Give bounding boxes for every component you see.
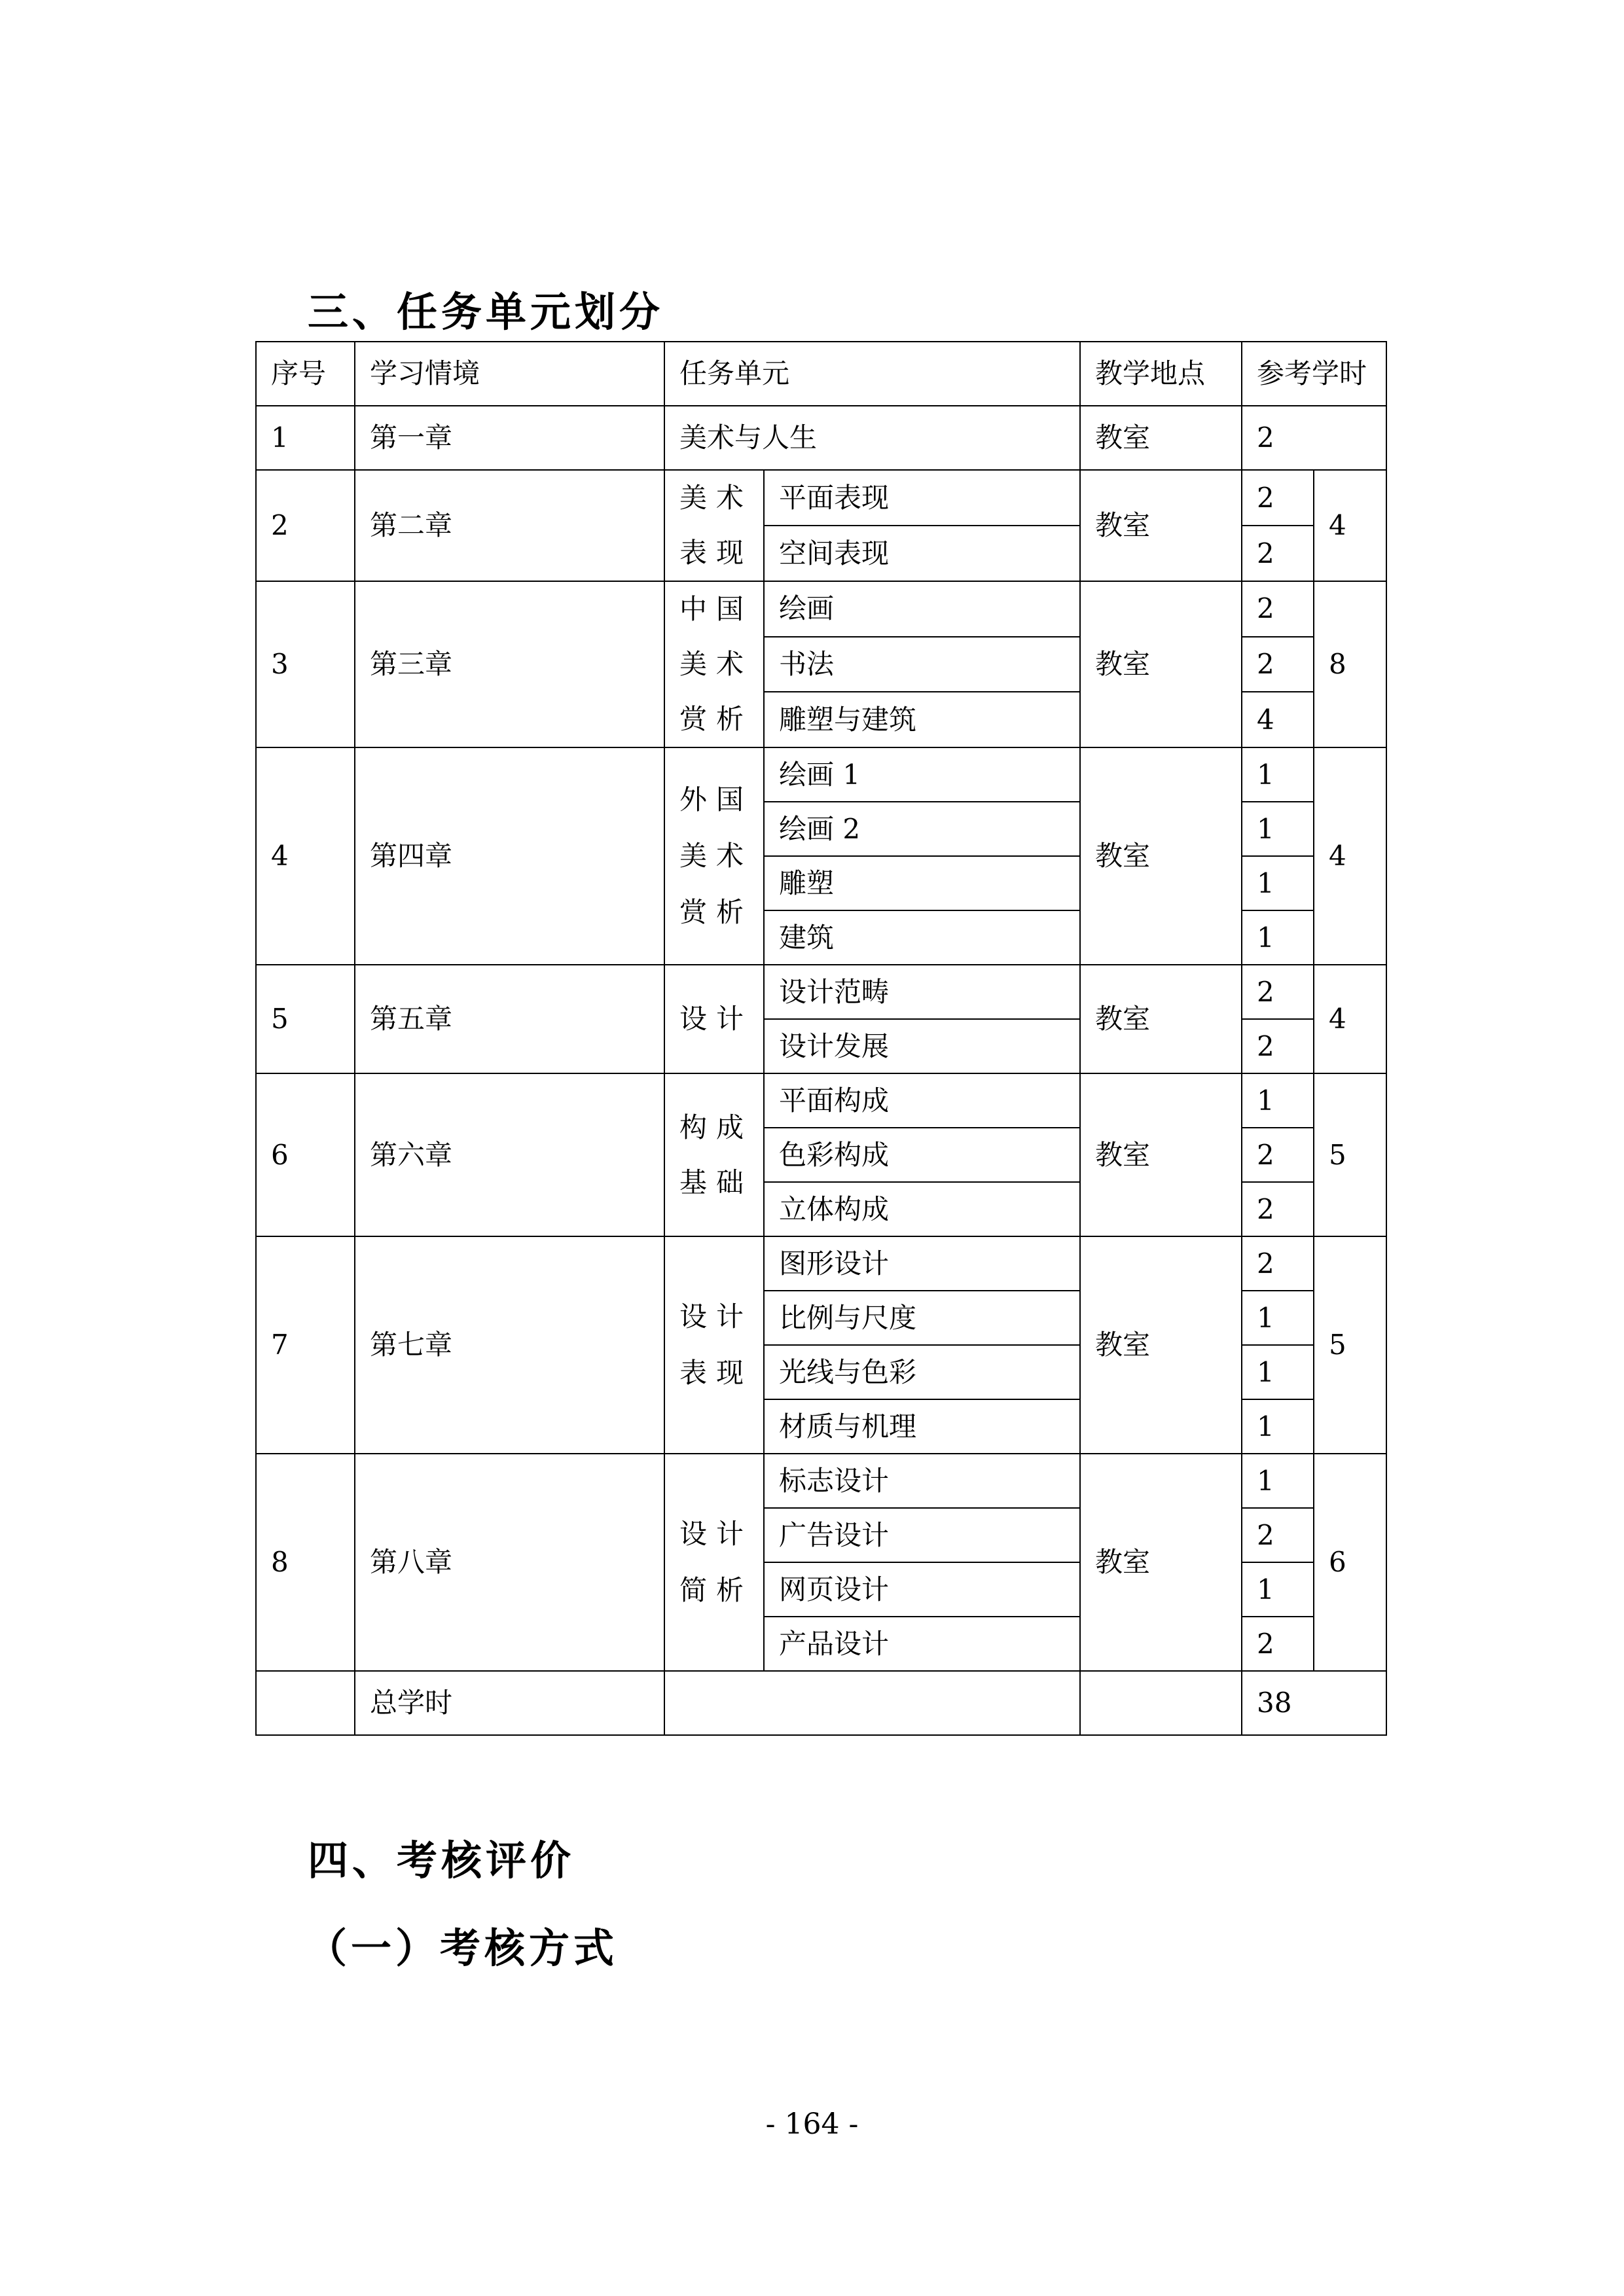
cell-unit: 雕塑与建筑: [764, 692, 1080, 747]
cell-no: 1: [256, 406, 355, 470]
unit-group-line: 简析: [679, 1574, 744, 1606]
cell-unit-group: [664, 470, 764, 581]
header-cell-task-unit: 任务单元: [664, 342, 1080, 406]
table-row: [256, 406, 1386, 470]
cell-no: 2: [256, 470, 355, 581]
table-row: [256, 1073, 1386, 1128]
table-row: [256, 747, 1386, 802]
cell-unit-group: [664, 581, 764, 747]
cell-hours: 2: [1242, 406, 1386, 470]
cell-unit-group: [664, 1073, 764, 1236]
table-row: [256, 581, 1386, 637]
cell-hours: 2: [1242, 1508, 1314, 1562]
cell-chapter: 第七章: [355, 1236, 664, 1454]
page-number: - 164 -: [765, 2108, 859, 2141]
cell-unit: 绘画 2: [764, 802, 1080, 856]
table-body: [256, 342, 1386, 1735]
cell-location: 教室: [1080, 1073, 1242, 1236]
cell-no: 5: [256, 965, 355, 1073]
cell-unit: 平面表现: [764, 470, 1080, 526]
unit-group-label: [679, 772, 744, 941]
unit-group-line: 中国: [679, 593, 744, 625]
cell-no: 8: [256, 1454, 355, 1671]
unit-group-line: 赏析: [679, 896, 744, 928]
cell-hours: 1: [1242, 856, 1314, 910]
cell-hours: 1: [1242, 910, 1314, 965]
unit-group-line: 设计: [679, 1518, 744, 1550]
cell-unit: 光线与色彩: [764, 1345, 1080, 1399]
unit-group-label: [679, 582, 744, 747]
cell-chapter-total: 4: [1314, 747, 1386, 965]
cell-unit: 设计范畴: [764, 965, 1080, 1019]
cell-unit: 空间表现: [764, 526, 1080, 581]
cell-empty: [256, 1671, 355, 1735]
cell-unit: 平面构成: [764, 1073, 1080, 1128]
cell-hours: 1: [1242, 1562, 1314, 1617]
unit-group-line: 构成: [679, 1111, 744, 1143]
cell-unit: 比例与尺度: [764, 1291, 1080, 1345]
cell-hours: 2: [1242, 581, 1314, 637]
cell-hours: 2: [1242, 965, 1314, 1019]
unit-group-line: 表现: [679, 1357, 744, 1389]
cell-hours: 1: [1242, 802, 1314, 856]
cell-hours: 2: [1242, 1019, 1314, 1073]
cell-unit: 书法: [764, 637, 1080, 692]
cell-hours: 2: [1242, 1128, 1314, 1182]
cell-chapter: 第四章: [355, 747, 664, 965]
cell-unit: 绘画 1: [764, 747, 1080, 802]
cell-total-hours: 38: [1242, 1671, 1386, 1735]
table-row: [256, 470, 1386, 526]
cell-unit: 设计发展: [764, 1019, 1080, 1073]
cell-unit-group: [664, 747, 764, 965]
cell-location: 教室: [1080, 581, 1242, 747]
cell-unit: 图形设计: [764, 1236, 1080, 1291]
cell-hours: 2: [1242, 1182, 1314, 1236]
cell-no: 3: [256, 581, 355, 747]
cell-unit: 标志设计: [764, 1454, 1080, 1508]
cell-chapter-total: 6: [1314, 1454, 1386, 1671]
cell-location: 教室: [1080, 1454, 1242, 1671]
cell-unit: 雕塑: [764, 856, 1080, 910]
section-heading-task-units: 三、任务单元划分: [308, 288, 664, 336]
cell-hours: 1: [1242, 1345, 1314, 1399]
cell-no: 4: [256, 747, 355, 965]
cell-chapter: 第二章: [355, 470, 664, 581]
header-cell-situation: 学习情境: [355, 342, 664, 406]
unit-group-line: 美术: [679, 648, 744, 680]
unit-group-label: [679, 992, 744, 1047]
unit-group-label: [679, 471, 744, 581]
cell-chapter-total: 8: [1314, 581, 1386, 747]
cell-empty: [1080, 1671, 1242, 1735]
cell-unit: 网页设计: [764, 1562, 1080, 1617]
table-row: [256, 1454, 1386, 1508]
unit-group-line: 表现: [679, 537, 744, 569]
cell-chapter: 第六章: [355, 1073, 664, 1236]
section-heading-assessment: 四、考核评价: [308, 1837, 575, 1884]
cell-hours: 1: [1242, 1073, 1314, 1128]
cell-chapter-total: 5: [1314, 1236, 1386, 1454]
cell-chapter-total: 4: [1314, 470, 1386, 581]
cell-no: 7: [256, 1236, 355, 1454]
cell-hours: 2: [1242, 637, 1314, 692]
unit-group-line: 赏析: [679, 703, 744, 735]
unit-group-label: [679, 1289, 744, 1401]
unit-group-line: 美术: [679, 482, 744, 514]
cell-no: 6: [256, 1073, 355, 1236]
cell-unit: 绘画: [764, 581, 1080, 637]
cell-unit: 色彩构成: [764, 1128, 1080, 1182]
cell-unit-group: [664, 1454, 764, 1671]
cell-unit: 广告设计: [764, 1508, 1080, 1562]
cell-unit: 产品设计: [764, 1617, 1080, 1671]
cell-chapter: 第八章: [355, 1454, 664, 1671]
unit-group-line: 美术: [679, 840, 744, 872]
unit-group-line: 设计: [679, 1300, 744, 1333]
header-cell-location: 教学地点: [1080, 342, 1242, 406]
task-unit-table: [255, 341, 1387, 1736]
cell-unit: 材质与机理: [764, 1399, 1080, 1454]
unit-group-line: 基础: [679, 1166, 744, 1198]
cell-location: 教室: [1080, 965, 1242, 1073]
unit-group-line: 外国: [679, 783, 744, 816]
cell-hours: 2: [1242, 470, 1314, 526]
cell-chapter: 第三章: [355, 581, 664, 747]
cell-unit-group: [664, 1236, 764, 1454]
cell-empty: [664, 1671, 1080, 1735]
cell-location: 教室: [1080, 1236, 1242, 1454]
cell-hours: 1: [1242, 1454, 1314, 1508]
header-cell-hours: 参考学时: [1242, 342, 1386, 406]
unit-group-line: 设计: [679, 1003, 744, 1035]
cell-unit-group: [664, 965, 764, 1073]
cell-hours: 2: [1242, 1617, 1314, 1671]
cell-unit: 建筑: [764, 910, 1080, 965]
cell-hours: 1: [1242, 1399, 1314, 1454]
cell-chapter: 第一章: [355, 406, 664, 470]
cell-unit: 立体构成: [764, 1182, 1080, 1236]
cell-location: 教室: [1080, 470, 1242, 581]
header-cell-no: 序号: [256, 342, 355, 406]
unit-group-label: [679, 1100, 744, 1210]
cell-hours: 2: [1242, 526, 1314, 581]
cell-hours: 1: [1242, 1291, 1314, 1345]
cell-location: 教室: [1080, 406, 1242, 470]
cell-chapter-total: 4: [1314, 965, 1386, 1073]
table-row: [256, 965, 1386, 1019]
cell-chapter-total: 5: [1314, 1073, 1386, 1236]
cell-total-label: 总学时: [355, 1671, 664, 1735]
cell-unit: 美术与人生: [664, 406, 1080, 470]
table-header-row: [256, 342, 1386, 406]
cell-hours: 4: [1242, 692, 1314, 747]
unit-group-label: [679, 1506, 744, 1619]
cell-chapter: 第五章: [355, 965, 664, 1073]
cell-hours: 1: [1242, 747, 1314, 802]
cell-hours: 2: [1242, 1236, 1314, 1291]
table-total-row: [256, 1671, 1386, 1735]
cell-location: 教室: [1080, 747, 1242, 965]
table-row: [256, 1236, 1386, 1291]
subsection-heading-assessment-method: （一）考核方式: [306, 1924, 619, 1972]
